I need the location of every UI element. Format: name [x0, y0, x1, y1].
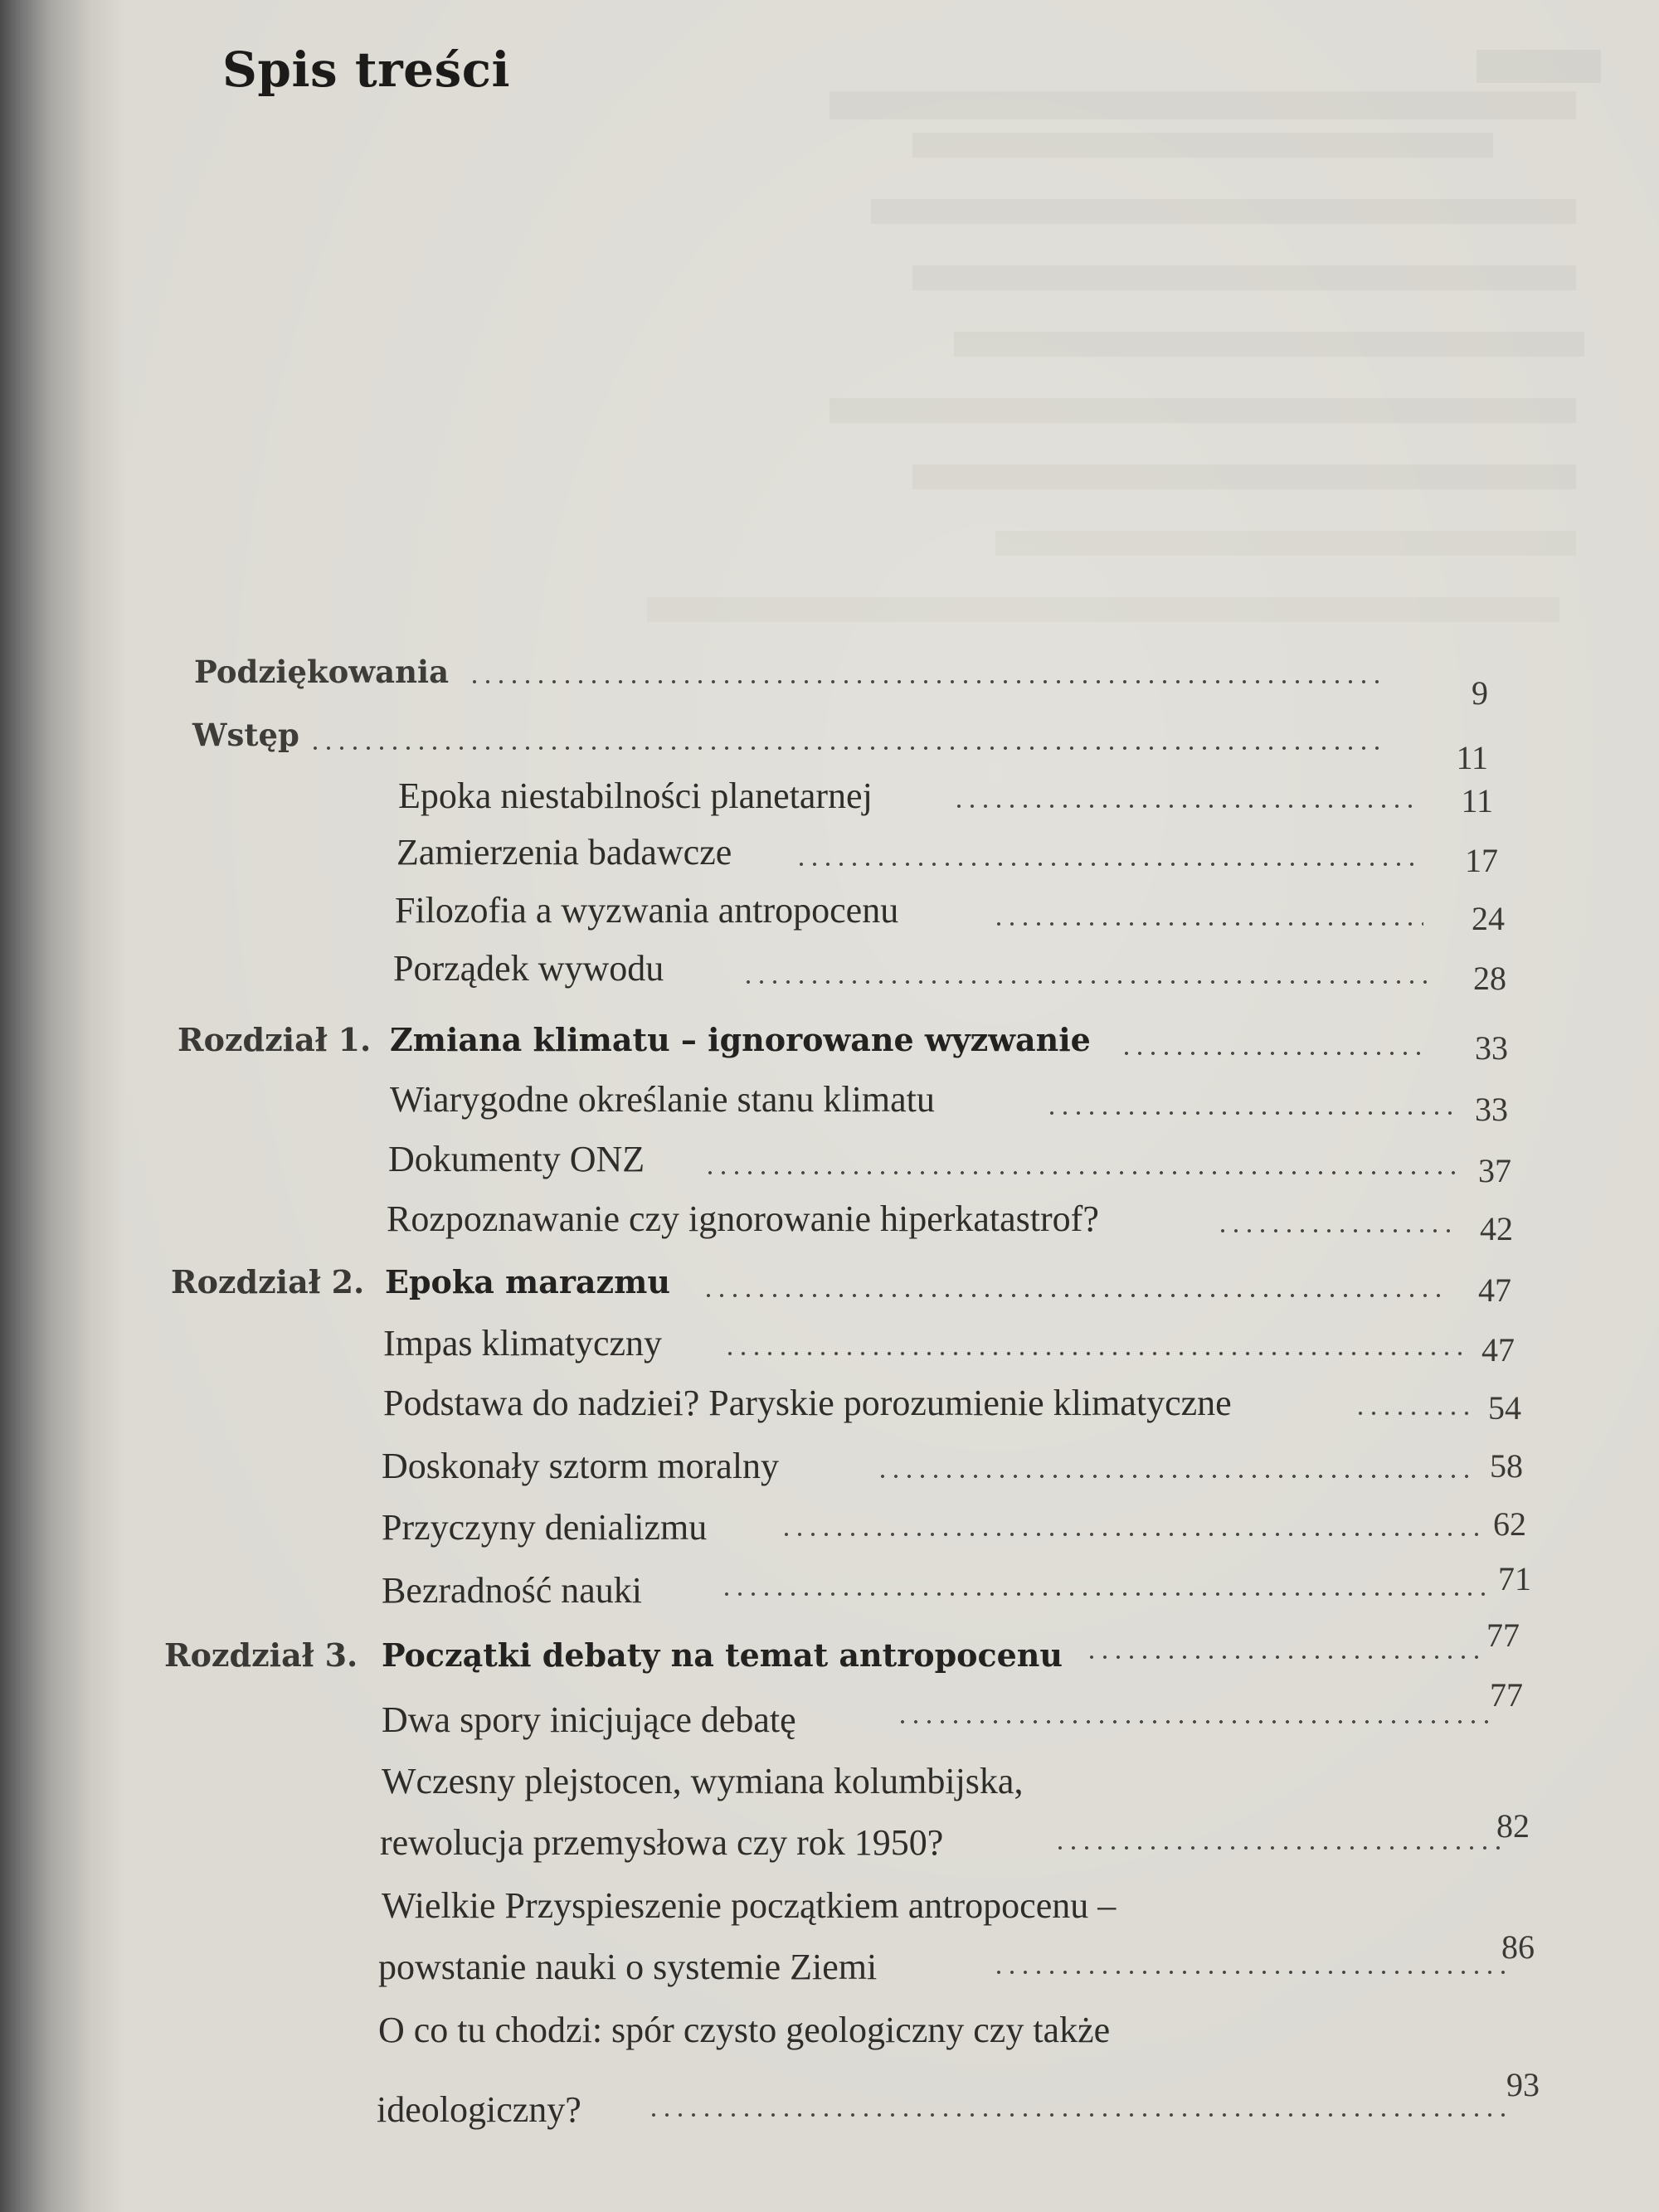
toc-entry-section — [382, 1560, 1584, 1616]
toc-entry-chapter-2 — [171, 1257, 1540, 1307]
toc-entry-section — [390, 1075, 1535, 1128]
toc-leader-dots — [992, 922, 1423, 926]
toc-entry-label: Impas klimatyczny — [383, 1323, 663, 1364]
toc-page-number: 86 — [1501, 1928, 1535, 1966]
toc-page-number: 42 — [1480, 1210, 1513, 1247]
toc-page-number: 11 — [1461, 782, 1493, 819]
toc-entry-section — [395, 886, 1515, 936]
toc-entry-section — [378, 1928, 1606, 1992]
toc-leader-dots — [702, 1294, 1440, 1297]
toc-entry-section — [398, 771, 1501, 821]
toc-page-number: 77 — [1486, 1616, 1520, 1654]
toc-leader-dots — [876, 1475, 1475, 1478]
toc-leader-dots — [780, 1533, 1480, 1536]
toc-leader-dots — [647, 2113, 1513, 2117]
chapter-label: Rozdział 1. — [178, 1021, 372, 1058]
toc-entry-label: Podziękowania — [194, 654, 450, 690]
toc-leader-dots — [703, 1171, 1458, 1174]
toc-entry-chapter-1 — [178, 1015, 1530, 1065]
toc-entry-section — [382, 1503, 1576, 1553]
toc-entry-label: Dokumenty ONZ — [388, 1139, 645, 1179]
toc-entry-section — [383, 1378, 1561, 1428]
toc-entry-section — [382, 1441, 1568, 1491]
toc-entry-label: Filozofia a wyzwania antropocenu — [395, 890, 899, 931]
toc-entry-label: Porządek wywodu — [393, 948, 664, 989]
toc-leader-dots — [742, 980, 1430, 984]
toc-leader-dots — [468, 680, 1389, 683]
toc-page-number: 37 — [1478, 1152, 1511, 1189]
toc-entry-section — [377, 2066, 1613, 2135]
chapter-title: Zmiana klimatu – ignorowane wyzwanie — [390, 1021, 1091, 1058]
toc-entry-chapter-3 — [164, 1616, 1591, 1680]
toc-entry-section — [388, 1135, 1541, 1189]
toc-entry-line: Wczesny plejstocen, wymiana kolumbijska, — [382, 1761, 1024, 1801]
toc-page-number: 17 — [1465, 842, 1498, 879]
toc-entry-label: Epoka niestabilności planetarnej — [398, 775, 873, 816]
toc-leader-dots — [1053, 1846, 1501, 1850]
toc-entry-section — [393, 944, 1521, 997]
toc-entry-label: Wstęp — [192, 717, 299, 753]
toc-leader-dots — [992, 1971, 1506, 1974]
toc-page-number: 77 — [1490, 1676, 1523, 1714]
toc-entry-label: powstanie nauki o systemie Ziemi — [378, 1947, 878, 1987]
page-title: Spis treści — [222, 41, 511, 98]
chapter-title: Początki debaty na temat antropocenu — [382, 1636, 1063, 1674]
toc-entry-label: Przyczyny denializmu — [382, 1507, 708, 1548]
toc-entry-podziekowania — [194, 647, 1488, 712]
toc-page-number: 58 — [1490, 1447, 1523, 1485]
toc-entry-section — [380, 1807, 1599, 1868]
toc-entry-label: Podstawa do nadziei? Paryskie porozumienie klimatyczne — [383, 1383, 1232, 1423]
toc-leader-dots — [896, 1720, 1493, 1723]
toc-leader-dots — [720, 1592, 1488, 1596]
toc-entry-label: Dwa spory inicjujące debatę — [382, 1699, 796, 1740]
toc-leader-dots — [795, 863, 1417, 866]
toc-page-number: 71 — [1498, 1560, 1531, 1597]
toc-leader-dots — [723, 1352, 1470, 1355]
chapter-label: Rozdział 3. — [164, 1636, 358, 1674]
toc-page-number: 33 — [1475, 1091, 1508, 1128]
toc-entry-section — [397, 828, 1508, 878]
toc-leader-dots — [1085, 1655, 1488, 1659]
toc-page-number: 93 — [1506, 2066, 1540, 2103]
toc-entry-label: Rozpoznawanie czy ignorowanie hiperkatastrof? — [387, 1198, 1099, 1239]
toc-entry-line: Wielkie Przyspieszenie początkiem antropocenu – — [382, 1885, 1117, 1926]
toc-page-number: 47 — [1478, 1271, 1511, 1309]
toc-entry-section — [382, 1676, 1593, 1745]
toc-page-number: 33 — [1475, 1029, 1508, 1067]
toc-entry-label: Bezradność nauki — [382, 1570, 642, 1611]
toc-leader-dots — [1216, 1229, 1460, 1232]
toc-entry-section — [387, 1194, 1548, 1247]
toc-page-number: 28 — [1473, 960, 1506, 997]
toc-page-number: 9 — [1472, 674, 1488, 712]
toc-entry-line: O co tu chodzi: spór czysto geologiczny czy także — [378, 2010, 1111, 2050]
toc-entry-label: Doskonały sztorm moralny — [382, 1446, 780, 1486]
toc-leader-dots — [309, 746, 1387, 750]
toc-entry-label: Zamierzenia badawcze — [397, 832, 732, 873]
toc-entry-wstep — [192, 710, 1495, 776]
toc-page-number: 11 — [1456, 739, 1488, 776]
toc-page-number: 54 — [1488, 1389, 1521, 1427]
chapter-title: Epoka marazmu — [385, 1263, 670, 1300]
toc-entry-label: rewolucja przemysłowa czy rok 1950? — [380, 1822, 944, 1863]
toc-leader-dots — [1120, 1052, 1427, 1055]
toc-page-number: 47 — [1481, 1331, 1515, 1369]
toc-leader-dots — [952, 805, 1413, 808]
toc-entry-label: Wiarygodne określanie stanu klimatu — [390, 1079, 935, 1120]
toc-page-number: 24 — [1472, 900, 1505, 937]
chapter-label: Rozdział 2. — [171, 1263, 365, 1300]
toc-entry-section — [383, 1319, 1553, 1369]
toc-entry-label: ideologiczny? — [377, 2089, 581, 2130]
toc-leader-dots — [1045, 1111, 1452, 1115]
toc-page-number: 82 — [1496, 1807, 1530, 1845]
toc-page-number: 62 — [1493, 1505, 1526, 1543]
